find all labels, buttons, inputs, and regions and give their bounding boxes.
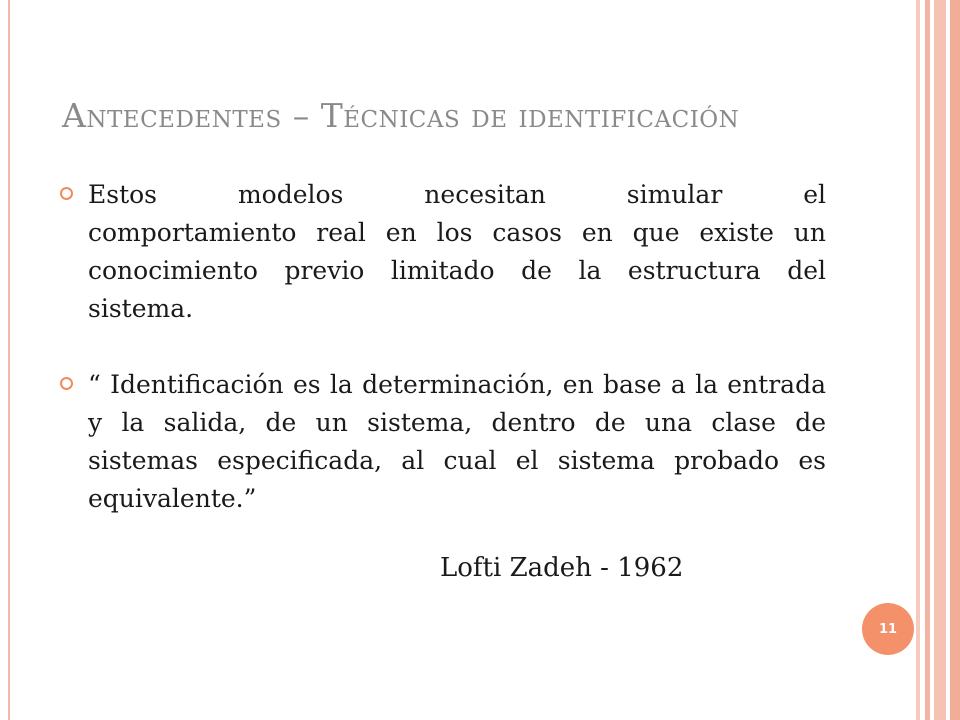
bullet-1-first-line — [88, 176, 826, 214]
bullet-1-word: simular — [626, 180, 723, 209]
right-decorative-stripes — [916, 0, 960, 720]
bullet-2-quote-text: “ Identificación es la determinación, en base a la entrada y la salida, de un sistema, dentro de una clase de sistemas especificada, al cual el sistema probado es equivalente.” — [88, 370, 826, 513]
page-number-badge — [862, 603, 914, 655]
bullet-1-word: Estos — [88, 180, 158, 209]
left-frame-line — [8, 0, 10, 720]
bullet-list — [60, 176, 826, 518]
quote-attribution: Lofti Zadeh - 1962 — [440, 553, 684, 583]
bullet-1-word: el — [803, 180, 826, 209]
bullet-item-1 — [60, 176, 826, 328]
bullet-1-word: necesitan — [424, 180, 546, 209]
bullet-circle-icon — [60, 187, 73, 200]
bullet-item-2 — [60, 366, 826, 518]
page-number: 11 — [878, 621, 898, 637]
bullet-circle-icon — [60, 377, 73, 390]
slide-title: Antecedentes – Técnicas de identificación — [62, 96, 740, 135]
bullet-1-text: comportamiento real en los casos en que existe un conocimiento previo limitado de la estructura del sistema. — [88, 218, 826, 323]
bullet-1-word: modelos — [237, 180, 344, 209]
